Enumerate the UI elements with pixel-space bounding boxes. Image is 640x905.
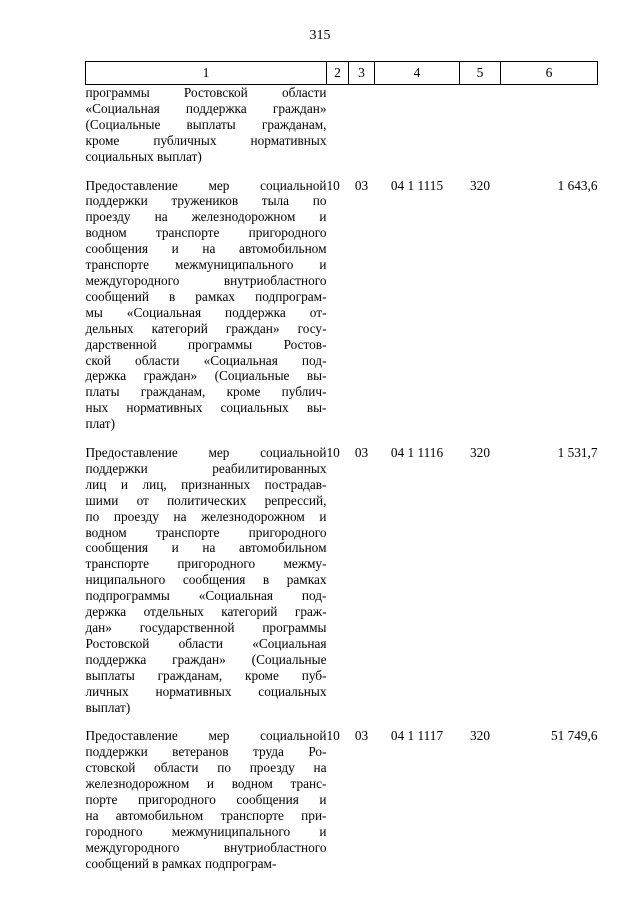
row-description — [86, 85, 327, 165]
description-line: платы гражданам, кроме публич- — [85, 384, 327, 400]
description-line: ской области «Социальная под- — [85, 352, 327, 368]
cell-c3 — [349, 85, 375, 165]
description-line: Ростовской области «Социальная — [85, 635, 327, 651]
description-line: социальных выплат) — [85, 148, 202, 164]
column-header-2: 2 — [327, 62, 349, 85]
cell-c6: 1 531,7 — [557, 445, 598, 461]
description-line: дарственной программы Ростов- — [85, 336, 327, 352]
description-line: междугородного внутриобластного — [85, 839, 327, 855]
description-line: сообщений в рамках подпрограм- — [85, 288, 327, 304]
description-line: железнодорожном и водном транс- — [85, 776, 327, 792]
description-line: держка отдельных категорий граж- — [85, 604, 327, 620]
table-header-row — [86, 62, 598, 85]
row-spacer — [86, 432, 598, 445]
description-line: на автомобильном транспорте при- — [85, 807, 327, 823]
cell-c3: 03 — [354, 728, 369, 744]
description-line: сообщения и на автомобильном — [85, 241, 327, 257]
description-line: дан» государственной программы — [85, 620, 327, 635]
cell-c3: 03 — [354, 445, 369, 461]
description-line: мы «Социальная поддержка от- — [85, 304, 327, 320]
row-description — [86, 728, 327, 871]
table-row — [86, 85, 598, 165]
cell-c3: 03 — [354, 177, 369, 193]
table-row — [86, 728, 598, 871]
budget-table — [85, 61, 598, 872]
row-spacer — [86, 715, 598, 728]
cell-c5 — [460, 85, 501, 165]
cell-c5: 320 — [470, 445, 490, 461]
cell-c5: 320 — [470, 728, 490, 744]
description-line: поддержка граждан» (Социальные — [85, 651, 327, 667]
description-line: ниципального сообщения в рамках — [85, 572, 327, 588]
description-line: порте пригородного сообщения и — [85, 792, 327, 808]
description-line: плат) — [85, 416, 116, 432]
description-line: «Социальная поддержка граждан» — [85, 100, 327, 116]
description-line: водном транспорте пригородного — [85, 225, 327, 241]
cell-c4: 04 1 1116 — [390, 445, 444, 461]
description-line: лиц и лиц, признанных пострадав- — [85, 476, 327, 492]
description-line: Предоставление мер социальной — [85, 445, 327, 461]
row-description — [86, 178, 327, 433]
table-row — [86, 178, 598, 433]
cell-c2 — [327, 85, 349, 165]
table-row — [86, 445, 598, 715]
description-line: Предоставление мер социальной — [85, 728, 327, 744]
cell-c4: 04 1 1117 — [390, 728, 444, 744]
description-line: (Социальные выплаты гражданам, — [85, 116, 327, 132]
description-line: поддержки тружеников тыла по — [85, 193, 327, 209]
description-line: проезду на железнодорожном и — [85, 209, 327, 225]
column-header-3: 3 — [349, 62, 375, 85]
description-line: транспорте пригородного межму- — [85, 556, 327, 572]
cell-c2: 10 — [326, 728, 340, 744]
cell-c6: 1 643,6 — [557, 177, 598, 193]
row-description — [86, 445, 327, 715]
column-header-4: 4 — [375, 62, 460, 85]
description-line: ных нормативных социальных вы- — [85, 400, 327, 416]
table-body — [86, 85, 598, 872]
column-header-1: 1 — [86, 62, 327, 85]
description-line: водном транспорте пригородного — [85, 524, 327, 540]
description-line: личных нормативных социальных — [85, 683, 327, 699]
page-number: 315 — [309, 28, 331, 43]
cell-c5: 320 — [470, 177, 490, 193]
cell-c6 — [501, 85, 598, 165]
description-line: поддержки реабилитированных — [85, 460, 327, 476]
description-line: сообщений в рамках подпрограм- — [85, 855, 277, 871]
description-line: выплат) — [85, 699, 131, 715]
description-line: выплаты гражданам, кроме пуб- — [85, 667, 327, 683]
description-line: транспорте межмуниципального и — [85, 257, 327, 273]
description-line: междугородного внутриобластного — [85, 272, 327, 288]
description-line: шими от политических репрессий, — [85, 492, 327, 508]
row-spacer — [86, 165, 598, 178]
description-line: сообщения и на автомобильном — [85, 540, 327, 556]
column-header-6: 6 — [501, 62, 598, 85]
description-line: поддержки ветеранов труда Ро- — [85, 744, 327, 760]
column-header-5: 5 — [460, 62, 501, 85]
description-line: держка граждан» (Социальные вы- — [85, 368, 327, 384]
cell-c4 — [375, 85, 460, 165]
cell-c2: 10 — [326, 177, 340, 193]
description-line: по проезду на железнодорожном и — [85, 508, 327, 524]
description-line: кроме публичных нормативных — [85, 132, 327, 148]
description-line: подпрограммы «Социальная под- — [85, 588, 327, 604]
cell-c6: 51 749,6 — [550, 728, 598, 744]
cell-c2: 10 — [326, 445, 340, 461]
description-line: дельных категорий граждан» госу- — [85, 320, 327, 336]
description-line: Предоставление мер социальной — [85, 177, 327, 193]
cell-c4: 04 1 1115 — [390, 177, 444, 193]
description-line: стовской области по проезду на — [85, 760, 327, 776]
description-line: городного межмуниципального и — [85, 823, 327, 839]
description-line: программы Ростовской области — [85, 85, 327, 100]
